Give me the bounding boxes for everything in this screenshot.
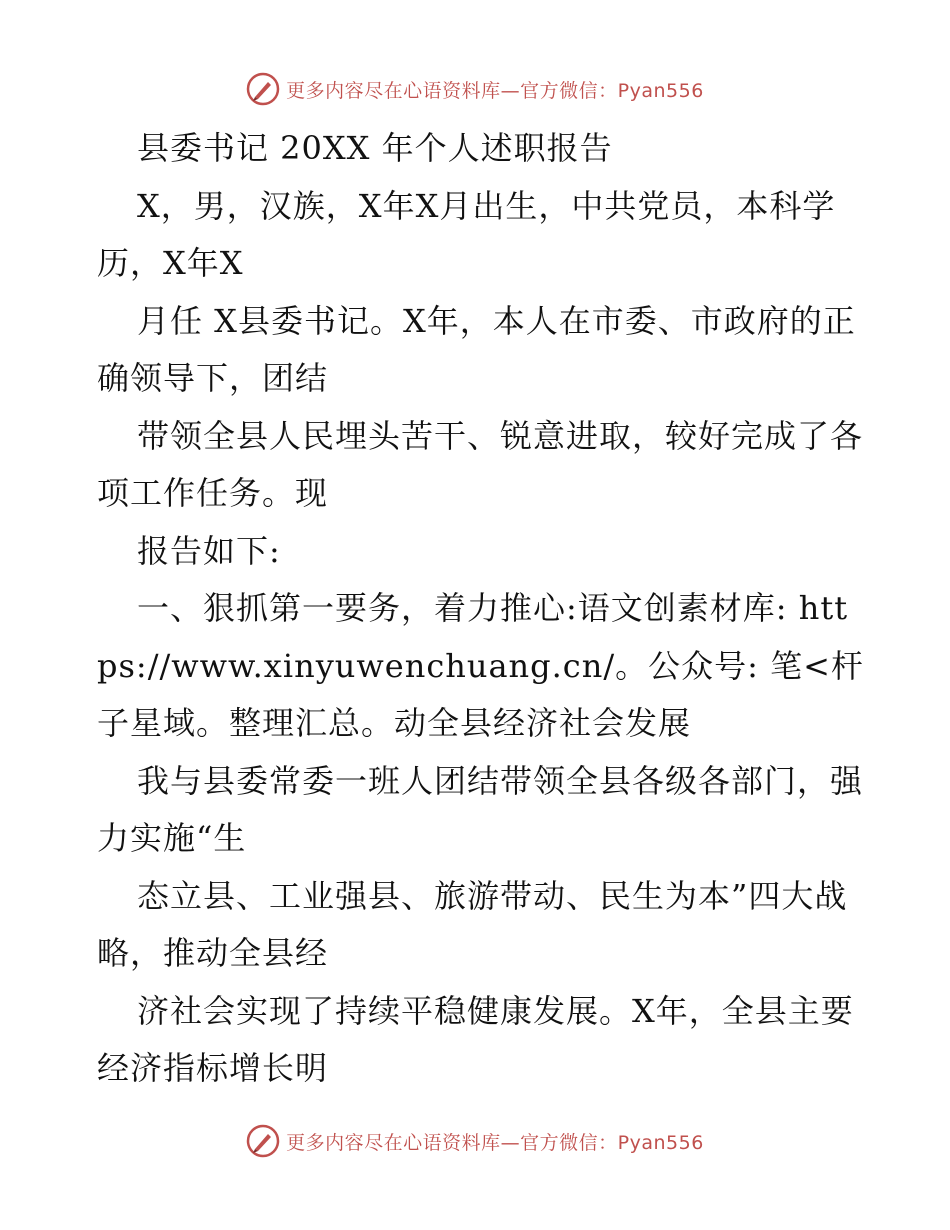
pen-logo-icon <box>246 72 280 106</box>
watermark-text: 更多内容尽在心语资料库—官方微信：Pyan556 <box>286 1131 704 1154</box>
watermark-text: 更多内容尽在心语资料库—官方微信：Pyan556 <box>286 79 704 102</box>
paragraph: 带领全县人民埋头苦干、锐意进取，较好完成了各项工作任务。现 <box>97 416 864 512</box>
header-watermark <box>0 72 950 106</box>
paragraph: 我与县委常委一班人团结带领全县各级各部门，强力实施“生 <box>97 761 864 857</box>
footer-watermark <box>0 1124 950 1158</box>
document-title: 县委书记 20XX 年个人述职报告 <box>137 129 613 167</box>
paragraph: X，男，汉族，X年X月出生，中共党员，本科学历，X年X <box>97 186 836 282</box>
paragraph: 济社会实现了持续平稳健康发展。X年，全县主要经济指标增长明 <box>97 991 854 1087</box>
paragraph: 月任 X县委书记。X年，本人在市委、市政府的正确领导下，团结 <box>97 301 856 397</box>
paragraph: 一、狠抓第一要务，着力推心:语文创素材库: https://www.xinyuwenchuang.cn/。公众号: 笔<杆子星域。整理汇总。动全县经济社会发展 <box>97 589 864 742</box>
pen-logo-icon <box>246 1124 280 1158</box>
paragraph: 报告如下: <box>137 531 281 570</box>
paragraph: 态立县、工业强县、旅游带动、民生为本”四大战略，推动全县经 <box>97 876 848 972</box>
document-body <box>97 120 867 1098</box>
